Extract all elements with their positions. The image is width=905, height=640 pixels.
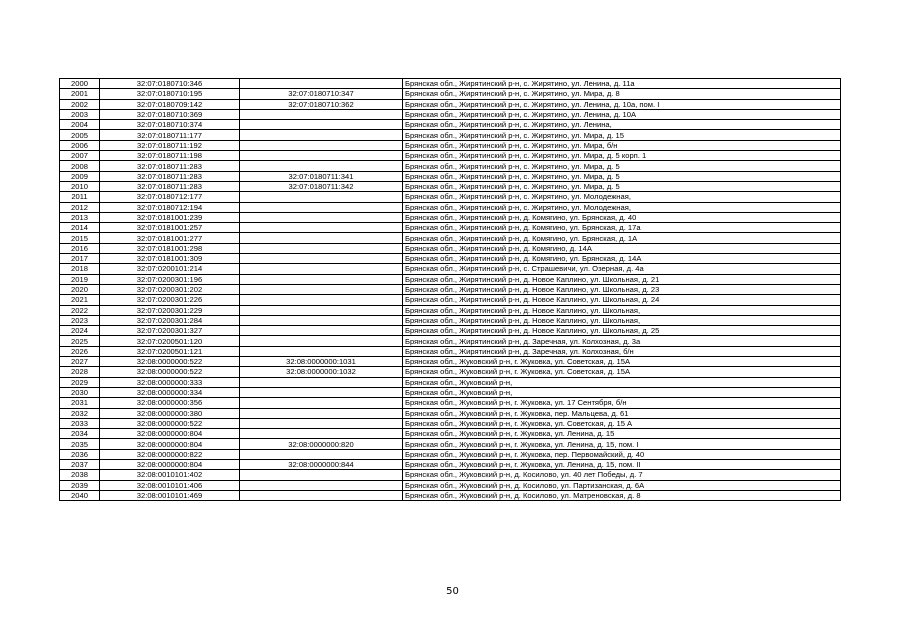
table-row (60, 336, 841, 346)
table-row (60, 254, 841, 264)
table-row (60, 274, 841, 284)
cadastral-number-cell: 32:07:0181001:239 (100, 212, 240, 222)
cadastral-number-cell: 32:07:0180710:346 (100, 79, 240, 89)
row-number-cell: 2010 (60, 181, 100, 191)
cadastral-number-cell: 32:07:0200301:202 (100, 284, 240, 294)
table-row (60, 408, 841, 418)
row-number-cell: 2026 (60, 346, 100, 356)
row-number-cell: 2003 (60, 109, 100, 119)
table-row (60, 171, 841, 181)
related-cadastral-number-cell (240, 284, 403, 294)
row-number-cell: 2025 (60, 336, 100, 346)
address-cell: Брянская обл., Жуковский р-н, г. Жуковка, пер. Мальцева, д. 61 (403, 408, 841, 418)
table-row (60, 140, 841, 150)
address-cell: Брянская обл., Жирятинский р-н, с. Жирятино, ул. Ленина, д. 11а (403, 79, 841, 89)
related-cadastral-number-cell: 32:07:0180710:347 (240, 89, 403, 99)
related-cadastral-number-cell: 32:08:0000000:820 (240, 439, 403, 449)
cadastral-number-cell: 32:08:0010101:402 (100, 470, 240, 480)
related-cadastral-number-cell (240, 346, 403, 356)
related-cadastral-number-cell (240, 470, 403, 480)
row-number-cell: 2016 (60, 243, 100, 253)
address-cell: Брянская обл., Жирятинский р-н, д. Новое Каплино, ул. Школьная, д. 23 (403, 284, 841, 294)
table-row (60, 357, 841, 367)
related-cadastral-number-cell (240, 223, 403, 233)
cadastral-number-cell: 32:07:0180711:283 (100, 161, 240, 171)
cadastral-number-cell: 32:07:0180711:192 (100, 140, 240, 150)
related-cadastral-number-cell (240, 315, 403, 325)
address-cell: Брянская обл., Жирятинский р-н, с. Жирятино, ул. Мира, д. 5 (403, 181, 841, 191)
table-row (60, 212, 841, 222)
cadastral-number-cell: 32:07:0180710:369 (100, 109, 240, 119)
table-row (60, 387, 841, 397)
row-number-cell: 2021 (60, 295, 100, 305)
row-number-cell: 2019 (60, 274, 100, 284)
cadastral-number-cell: 32:07:0180712:194 (100, 202, 240, 212)
row-number-cell: 2002 (60, 99, 100, 109)
row-number-cell: 2028 (60, 367, 100, 377)
address-cell: Брянская обл., Жирятинский р-н, д. Комягино, ул. Брянская, д. 17а (403, 223, 841, 233)
address-cell: Брянская обл., Жирятинский р-н, с. Жирятино, ул. Молодежная, (403, 202, 841, 212)
address-cell: Брянская обл., Жирятинский р-н, д. Комягино, д. 14А (403, 243, 841, 253)
cadastral-number-cell: 32:08:0000000:804 (100, 459, 240, 469)
cadastral-number-cell: 32:07:0181001:257 (100, 223, 240, 233)
cadastral-number-cell: 32:08:0010101:469 (100, 490, 240, 500)
address-cell: Брянская обл., Жирятинский р-н, с. Жирятино, ул. Мира, д. 8 (403, 89, 841, 99)
document-page (59, 78, 840, 501)
address-cell: Брянская обл., Жирятинский р-н, д. Новое Каплино, ул. Школьная, д. 21 (403, 274, 841, 284)
row-number-cell: 2038 (60, 470, 100, 480)
table-row (60, 151, 841, 161)
cadastral-number-cell: 32:08:0000000:356 (100, 398, 240, 408)
table-row (60, 470, 841, 480)
cadastral-number-cell: 32:07:0180710:195 (100, 89, 240, 99)
row-number-cell: 2035 (60, 439, 100, 449)
related-cadastral-number-cell (240, 398, 403, 408)
table-row (60, 295, 841, 305)
address-cell: Брянская обл., Жирятинский р-н, д. Новое Каплино, ул. Школьная, д. 25 (403, 326, 841, 336)
address-cell: Брянская обл., Жирятинский р-н, с. Жирятино, ул. Мира, д. 5 (403, 171, 841, 181)
row-number-cell: 2004 (60, 120, 100, 130)
related-cadastral-number-cell (240, 151, 403, 161)
cadastral-number-cell: 32:08:0000000:333 (100, 377, 240, 387)
related-cadastral-number-cell (240, 480, 403, 490)
related-cadastral-number-cell (240, 274, 403, 284)
row-number-cell: 2040 (60, 490, 100, 500)
address-cell: Брянская обл., Жирятинский р-н, с. Жирятино, ул. Мира, д. 5 (403, 161, 841, 171)
address-cell: Брянская обл., Жуковский р-н, д. Косилово, ул. Партизанская, д. 6А (403, 480, 841, 490)
table-row (60, 284, 841, 294)
cadastral-number-cell: 32:08:0000000:380 (100, 408, 240, 418)
related-cadastral-number-cell (240, 130, 403, 140)
related-cadastral-number-cell (240, 79, 403, 89)
table-row (60, 418, 841, 428)
cadastral-number-cell: 32:07:0180710:374 (100, 120, 240, 130)
table-row (60, 439, 841, 449)
table-row (60, 480, 841, 490)
address-cell: Брянская обл., Жирятинский р-н, с. Жирятино, ул. Ленина, д. 10а, пом. I (403, 99, 841, 109)
related-cadastral-number-cell: 32:07:0180710:362 (240, 99, 403, 109)
cadastral-number-cell: 32:07:0200101:214 (100, 264, 240, 274)
row-number-cell: 2023 (60, 315, 100, 325)
cadastral-number-cell: 32:07:0200301:229 (100, 305, 240, 315)
table-row (60, 233, 841, 243)
row-number-cell: 2015 (60, 233, 100, 243)
cadastral-number-cell: 32:07:0200501:120 (100, 336, 240, 346)
related-cadastral-number-cell (240, 429, 403, 439)
table-row (60, 305, 841, 315)
address-cell: Брянская обл., Жуковский р-н, (403, 387, 841, 397)
cadastral-number-cell: 32:07:0180711:177 (100, 130, 240, 140)
row-number-cell: 2008 (60, 161, 100, 171)
address-cell: Брянская обл., Жуковский р-н, д. Косилово, ул. 40 лет Победы, д. 7 (403, 470, 841, 480)
row-number-cell: 2000 (60, 79, 100, 89)
related-cadastral-number-cell (240, 490, 403, 500)
row-number-cell: 2033 (60, 418, 100, 428)
related-cadastral-number-cell (240, 264, 403, 274)
row-number-cell: 2034 (60, 429, 100, 439)
table-row (60, 223, 841, 233)
cadastral-number-cell: 32:08:0000000:522 (100, 357, 240, 367)
address-cell: Брянская обл., Жирятинский р-н, д. Комягино, ул. Брянская, д. 40 (403, 212, 841, 222)
table-row (60, 192, 841, 202)
related-cadastral-number-cell (240, 202, 403, 212)
row-number-cell: 2017 (60, 254, 100, 264)
address-cell: Брянская обл., Жирятинский р-н, д. Комягино, ул. Брянская, д. 14А (403, 254, 841, 264)
related-cadastral-number-cell (240, 418, 403, 428)
cadastral-number-cell: 32:08:0000000:522 (100, 418, 240, 428)
address-cell: Брянская обл., Жуковский р-н, г. Жуковка, ул. 17 Сентября, б/н (403, 398, 841, 408)
related-cadastral-number-cell (240, 408, 403, 418)
address-cell: Брянская обл., Жуковский р-н, (403, 377, 841, 387)
cadastral-number-cell: 32:07:0180711:198 (100, 151, 240, 161)
related-cadastral-number-cell (240, 254, 403, 264)
cadastral-number-cell: 32:08:0000000:522 (100, 367, 240, 377)
related-cadastral-number-cell (240, 377, 403, 387)
cadastral-number-cell: 32:07:0180711:283 (100, 181, 240, 191)
related-cadastral-number-cell: 32:07:0180711:342 (240, 181, 403, 191)
cadastral-number-cell: 32:07:0200301:327 (100, 326, 240, 336)
related-cadastral-number-cell: 32:08:0000000:1032 (240, 367, 403, 377)
address-cell: Брянская обл., Жуковский р-н, д. Косилово, ул. Матреновская, д. 8 (403, 490, 841, 500)
cadastral-number-cell: 32:08:0010101:406 (100, 480, 240, 490)
related-cadastral-number-cell (240, 140, 403, 150)
row-number-cell: 2027 (60, 357, 100, 367)
related-cadastral-number-cell (240, 336, 403, 346)
cadastral-number-cell: 32:07:0200501:121 (100, 346, 240, 356)
cadastral-number-cell: 32:07:0180709:142 (100, 99, 240, 109)
row-number-cell: 2012 (60, 202, 100, 212)
table-row (60, 130, 841, 140)
row-number-cell: 2022 (60, 305, 100, 315)
table-body (60, 79, 841, 501)
address-cell: Брянская обл., Жирятинский р-н, с. Жирятино, ул. Ленина, (403, 120, 841, 130)
table-row (60, 367, 841, 377)
cadastral-number-cell: 32:07:0180711:283 (100, 171, 240, 181)
address-cell: Брянская обл., Жирятинский р-н, д. Заречная, ул. Колхозная, б/н (403, 346, 841, 356)
address-cell: Брянская обл., Жуковский р-н, г. Жуковка, ул. Ленина, д. 15 (403, 429, 841, 439)
cadastral-number-cell: 32:07:0200301:284 (100, 315, 240, 325)
row-number-cell: 2009 (60, 171, 100, 181)
related-cadastral-number-cell (240, 192, 403, 202)
related-cadastral-number-cell: 32:08:0000000:844 (240, 459, 403, 469)
address-cell: Брянская обл., Жирятинский р-н, д. Новое Каплино, ул. Школьная, д. 24 (403, 295, 841, 305)
related-cadastral-number-cell (240, 161, 403, 171)
address-cell: Брянская обл., Жирятинский р-н, д. Новое Каплино, ул. Школьная, (403, 305, 841, 315)
address-cell: Брянская обл., Жуковский р-н, г. Жуковка, ул. Советская, д. 15 А (403, 418, 841, 428)
related-cadastral-number-cell (240, 120, 403, 130)
related-cadastral-number-cell (240, 449, 403, 459)
row-number-cell: 2013 (60, 212, 100, 222)
related-cadastral-number-cell (240, 233, 403, 243)
related-cadastral-number-cell: 32:07:0180711:341 (240, 171, 403, 181)
table-row (60, 429, 841, 439)
table-row (60, 398, 841, 408)
row-number-cell: 2014 (60, 223, 100, 233)
address-cell: Брянская обл., Жирятинский р-н, с. Жирятино, ул. Мира, б/н (403, 140, 841, 150)
address-cell: Брянская обл., Жирятинский р-н, д. Комягино, ул. Брянская, д. 1А (403, 233, 841, 243)
table-row (60, 449, 841, 459)
address-cell: Брянская обл., Жирятинский р-н, д. Заречная, ул. Колхозная, д. 3а (403, 336, 841, 346)
table-row (60, 326, 841, 336)
address-cell: Брянская обл., Жирятинский р-н, с. Страшевичи, ул. Озерная, д. 4а (403, 264, 841, 274)
cadastral-number-cell: 32:08:0000000:822 (100, 449, 240, 459)
row-number-cell: 2007 (60, 151, 100, 161)
property-registry-table (59, 78, 841, 501)
related-cadastral-number-cell (240, 326, 403, 336)
cadastral-number-cell: 32:07:0181001:309 (100, 254, 240, 264)
table-row (60, 79, 841, 89)
address-cell: Брянская обл., Жуковский р-н, г. Жуковка, ул. Ленина, д. 15, пом. II (403, 459, 841, 469)
cadastral-number-cell: 32:07:0200301:226 (100, 295, 240, 305)
table-row (60, 490, 841, 500)
table-row (60, 264, 841, 274)
related-cadastral-number-cell: 32:08:0000000:1031 (240, 357, 403, 367)
row-number-cell: 2024 (60, 326, 100, 336)
related-cadastral-number-cell (240, 305, 403, 315)
table-row (60, 99, 841, 109)
row-number-cell: 2020 (60, 284, 100, 294)
cadastral-number-cell: 32:08:0000000:804 (100, 439, 240, 449)
cadastral-number-cell: 32:07:0200301:196 (100, 274, 240, 284)
address-cell: Брянская обл., Жирятинский р-н, с. Жирятино, ул. Ленина, д. 10А (403, 109, 841, 119)
table-row (60, 161, 841, 171)
row-number-cell: 2029 (60, 377, 100, 387)
related-cadastral-number-cell (240, 295, 403, 305)
table-row (60, 109, 841, 119)
address-cell: Брянская обл., Жуковский р-н, г. Жуковка, ул. Советская, д. 15А (403, 367, 841, 377)
table-row (60, 377, 841, 387)
table-row (60, 120, 841, 130)
row-number-cell: 2030 (60, 387, 100, 397)
table-row (60, 181, 841, 191)
table-row (60, 459, 841, 469)
row-number-cell: 2001 (60, 89, 100, 99)
row-number-cell: 2018 (60, 264, 100, 274)
related-cadastral-number-cell (240, 212, 403, 222)
table-row (60, 346, 841, 356)
cadastral-number-cell: 32:08:0000000:804 (100, 429, 240, 439)
page-number: 50 (446, 586, 459, 597)
address-cell: Брянская обл., Жирятинский р-н, с. Жирятино, ул. Молодежная, (403, 192, 841, 202)
address-cell: Брянская обл., Жуковский р-н, г. Жуковка, пер. Первомайский, д. 40 (403, 449, 841, 459)
row-number-cell: 2032 (60, 408, 100, 418)
row-number-cell: 2011 (60, 192, 100, 202)
table-row (60, 89, 841, 99)
cadastral-number-cell: 32:08:0000000:334 (100, 387, 240, 397)
address-cell: Брянская обл., Жирятинский р-н, с. Жирятино, ул. Мира, д. 15 (403, 130, 841, 140)
cadastral-number-cell: 32:07:0181001:277 (100, 233, 240, 243)
row-number-cell: 2005 (60, 130, 100, 140)
row-number-cell: 2039 (60, 480, 100, 490)
related-cadastral-number-cell (240, 243, 403, 253)
address-cell: Брянская обл., Жуковский р-н, г. Жуковка, ул. Советская, д. 15А (403, 357, 841, 367)
related-cadastral-number-cell (240, 387, 403, 397)
related-cadastral-number-cell (240, 109, 403, 119)
address-cell: Брянская обл., Жирятинский р-н, д. Новое Каплино, ул. Школьная, (403, 315, 841, 325)
cadastral-number-cell: 32:07:0181001:298 (100, 243, 240, 253)
table-row (60, 202, 841, 212)
address-cell: Брянская обл., Жуковский р-н, г. Жуковка, ул. Ленина, д. 15, пом. I (403, 439, 841, 449)
cadastral-number-cell: 32:07:0180712:177 (100, 192, 240, 202)
row-number-cell: 2037 (60, 459, 100, 469)
row-number-cell: 2036 (60, 449, 100, 459)
table-row (60, 315, 841, 325)
address-cell: Брянская обл., Жирятинский р-н, с. Жирятино, ул. Мира, д. 5 корп. 1 (403, 151, 841, 161)
row-number-cell: 2031 (60, 398, 100, 408)
row-number-cell: 2006 (60, 140, 100, 150)
table-row (60, 243, 841, 253)
